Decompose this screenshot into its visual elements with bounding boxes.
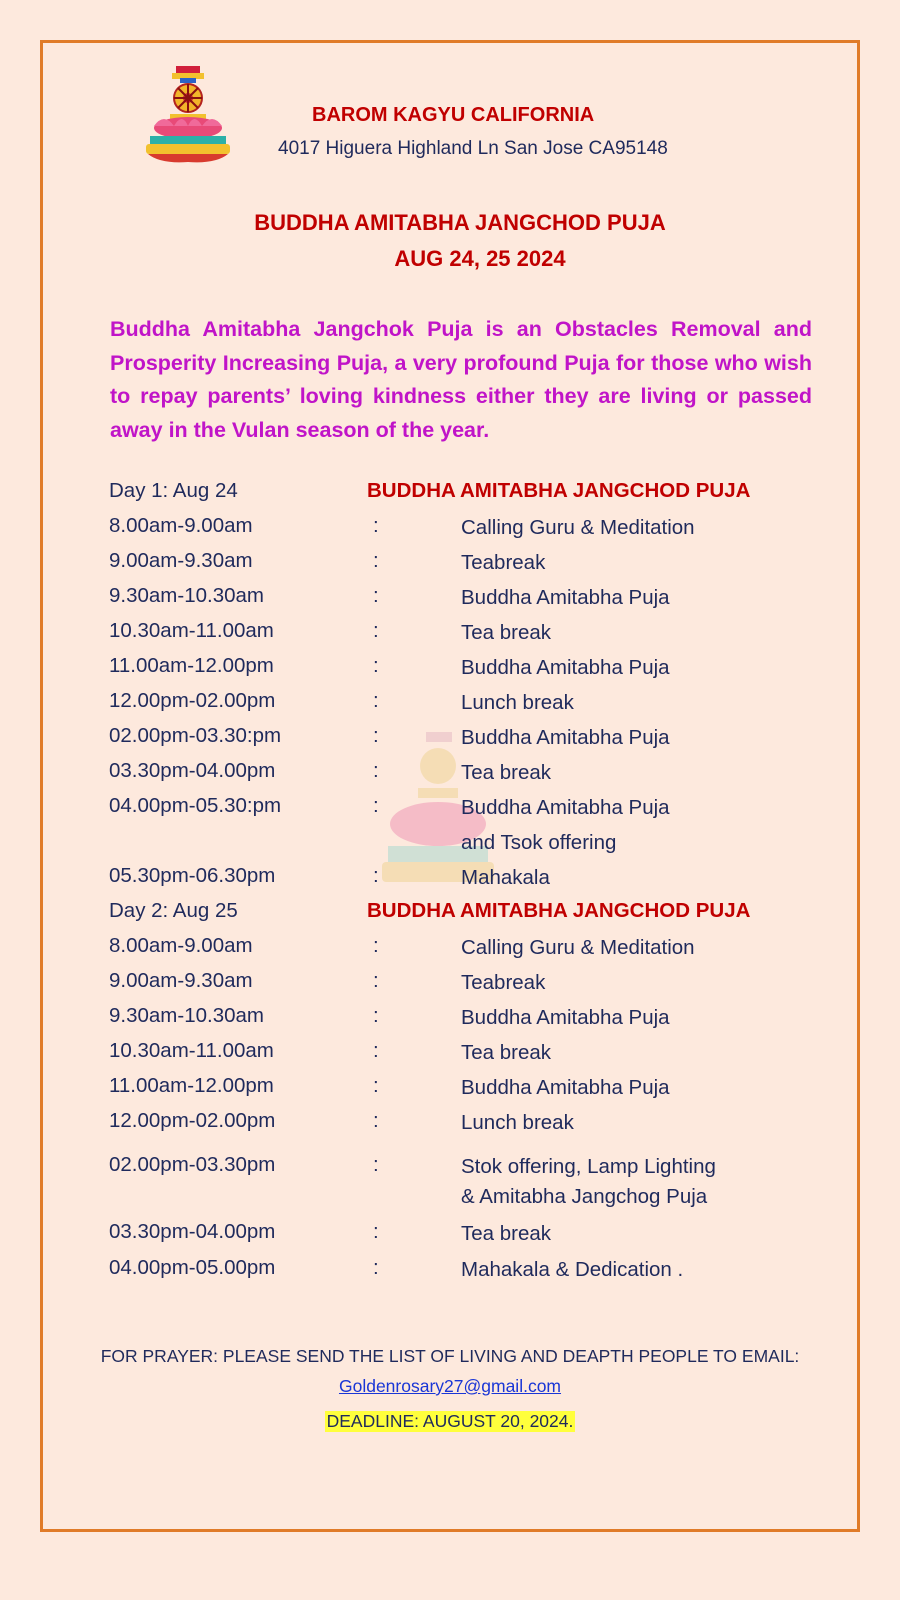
activity: Mahakala & Dedication . — [461, 1258, 684, 1281]
day-title: BUDDHA AMITABHA JANGCHOD PUJA — [367, 899, 751, 922]
separator: : — [373, 1220, 379, 1243]
activity: Lunch break — [461, 1111, 574, 1134]
schedule-row — [0, 1256, 900, 1286]
org-address: 4017 Higuera Highland Ln San Jose CA95148 — [278, 138, 668, 159]
separator: : — [373, 619, 379, 642]
time-slot: 05.30pm-06.30pm — [109, 864, 276, 887]
time-slot: 9.00am-9.30am — [109, 549, 253, 572]
time-slot: 12.00pm-02.00pm — [109, 689, 276, 712]
schedule-row — [0, 1220, 900, 1250]
activity: Tea break — [461, 761, 552, 784]
separator: : — [373, 514, 379, 537]
schedule-row — [0, 969, 900, 999]
time-slot: 04.00pm-05.00pm — [109, 1256, 276, 1279]
separator: : — [373, 654, 379, 677]
time-slot: 8.00am-9.00am — [109, 514, 253, 537]
deadline-line — [0, 1411, 900, 1432]
time-slot: 11.00am-12.00pm — [109, 654, 274, 677]
schedule-row — [0, 1109, 900, 1139]
schedule-row — [0, 549, 900, 579]
schedule-row — [0, 654, 900, 684]
activity-continuation: & Amitabha Jangchog Puja — [461, 1185, 708, 1208]
separator: : — [373, 549, 379, 572]
activity: Stok offering, Lamp Lighting — [461, 1155, 716, 1178]
schedule-row — [0, 584, 900, 614]
prayer-notice: FOR PRAYER: PLEASE SEND THE LIST OF LIVING AND DEAPTH PEOPLE TO EMAIL: — [100, 1346, 800, 1366]
event-description: Buddha Amitabha Jangchok Puja is an Obstacles Removal and Prosperity Increasing Puja, a very profound Puja for those who wish to repay parents’ loving kindness either they are living or passed away in the Vulan season of the year. — [110, 317, 812, 442]
day-title: BUDDHA AMITABHA JANGCHOD PUJA — [367, 479, 751, 502]
schedule-row — [0, 514, 900, 544]
event-title: BUDDHA AMITABHA JANGCHOD PUJA — [254, 210, 666, 235]
separator: : — [373, 584, 379, 607]
separator: : — [373, 934, 379, 957]
time-slot: 9.00am-9.30am — [109, 969, 253, 992]
activity: Lunch break — [461, 691, 574, 714]
separator: : — [373, 1256, 379, 1279]
org-name: BAROM KAGYU CALIFORNIA — [312, 104, 595, 126]
day-1-header — [0, 479, 900, 509]
time-slot: 04.00pm-05.30:pm — [109, 794, 282, 817]
time-slot: 9.30am-10.30am — [109, 584, 264, 607]
schedule-row — [0, 1074, 900, 1104]
time-slot: 03.30pm-04.00pm — [109, 1220, 276, 1243]
activity: Tea break — [461, 1041, 552, 1064]
separator: : — [373, 1074, 379, 1097]
deadline-badge: DEADLINE: AUGUST 20, 2024. — [326, 1411, 574, 1431]
email-line — [0, 1376, 900, 1397]
barom-kagyu-logo-icon — [140, 64, 236, 168]
day-2-header — [0, 899, 900, 929]
time-slot: 02.00pm-03.30pm — [109, 1153, 276, 1176]
schedule-row — [0, 864, 900, 894]
separator: : — [373, 1153, 379, 1176]
activity: Tea break — [461, 1222, 552, 1245]
activity: Buddha Amitabha Puja — [461, 726, 670, 749]
time-slot: 9.30am-10.30am — [109, 1004, 264, 1027]
activity: Mahakala — [461, 866, 550, 889]
activity: Buddha Amitabha Puja — [461, 586, 670, 609]
activity: Buddha Amitabha Puja — [461, 1076, 670, 1099]
activity: Buddha Amitabha Puja — [461, 656, 670, 679]
schedule-row — [0, 1153, 900, 1218]
schedule-row — [0, 689, 900, 719]
time-slot: 12.00pm-02.00pm — [109, 1109, 276, 1132]
time-slot: 11.00am-12.00pm — [109, 1074, 274, 1097]
separator: : — [373, 794, 379, 817]
separator: : — [373, 724, 379, 747]
time-slot: 03.30pm-04.00pm — [109, 759, 276, 782]
separator: : — [373, 969, 379, 992]
schedule-row — [0, 934, 900, 964]
activity: Teabreak — [461, 971, 546, 994]
time-slot: 10.30am-11.00am — [109, 619, 274, 642]
schedule-row — [0, 794, 900, 859]
schedule-row — [0, 1004, 900, 1034]
schedule-row — [0, 619, 900, 649]
day-label: Day 1: Aug 24 — [109, 479, 238, 502]
activity: Tea break — [461, 621, 552, 644]
separator: : — [373, 1004, 379, 1027]
schedule-row — [0, 724, 900, 754]
day-label: Day 2: Aug 25 — [109, 899, 238, 922]
time-slot: 8.00am-9.00am — [109, 934, 253, 957]
time-slot: 02.00pm-03.30:pm — [109, 724, 282, 747]
activity: Calling Guru & Meditation — [461, 936, 695, 959]
email-link[interactable]: Goldenrosary27@gmail.com — [338, 1376, 562, 1396]
separator: : — [373, 1109, 379, 1132]
schedule-row — [0, 1039, 900, 1069]
activity: Buddha Amitabha Puja — [461, 796, 670, 819]
activity: Teabreak — [461, 551, 546, 574]
event-date: AUG 24, 25 2024 — [394, 246, 566, 271]
schedule-row — [0, 759, 900, 789]
activity: Buddha Amitabha Puja — [461, 1006, 670, 1029]
separator: : — [373, 689, 379, 712]
activity-continuation: and Tsok offering — [461, 831, 617, 854]
time-slot: 10.30am-11.00am — [109, 1039, 274, 1062]
separator: : — [373, 759, 379, 782]
separator: : — [373, 864, 379, 887]
activity: Calling Guru & Meditation — [461, 516, 695, 539]
separator: : — [373, 1039, 379, 1062]
